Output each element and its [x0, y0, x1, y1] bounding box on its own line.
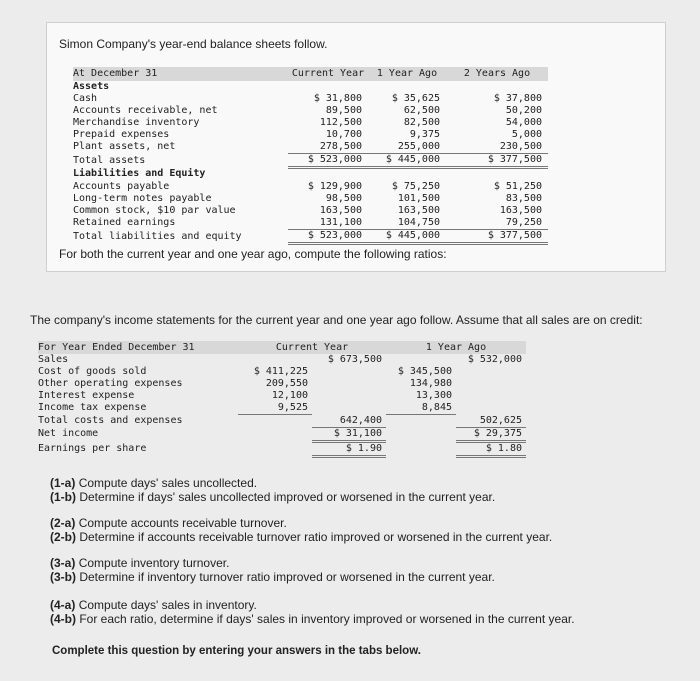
table-row	[73, 93, 548, 105]
balance-sheet-card	[46, 22, 666, 272]
row-label: Retained earnings	[73, 217, 176, 229]
cell: 255,000	[368, 141, 446, 154]
liab-heading: Liabilities and Equity	[73, 168, 206, 180]
cell: 9,525	[238, 402, 312, 415]
ratio-prompt: For both the current year and one year ago, compute the following ratios:	[59, 247, 447, 261]
cell: 502,625	[456, 415, 526, 428]
complete-instruction: Complete this question by entering your answers in the tabs below.	[52, 645, 421, 657]
cell: $ 377,500	[446, 154, 548, 168]
row-label: Cash	[73, 93, 98, 104]
table-header-row	[38, 341, 526, 354]
cell: 163,500	[319, 205, 362, 216]
row-label: Accounts receivable, net	[73, 105, 218, 116]
cell: $ 51,250	[493, 181, 542, 192]
row-label: Interest expense	[38, 390, 135, 401]
table-row	[38, 415, 526, 428]
table-row	[73, 193, 548, 205]
cell: 54,000	[505, 117, 542, 128]
row-label: Income tax expense	[38, 402, 147, 414]
question-text: Compute days' sales in inventory.	[78, 598, 257, 612]
cell: 101,500	[397, 193, 440, 204]
header-2yr: 2 Years Ago	[446, 67, 548, 81]
question-tag: (1-b)	[50, 490, 76, 504]
question-tag: (1-a)	[50, 476, 76, 490]
row-label: Total costs and expenses	[38, 414, 183, 426]
cell: 209,550	[265, 378, 308, 389]
table-row	[73, 217, 548, 230]
table-row	[38, 390, 526, 402]
row-label: Prepaid expenses	[73, 129, 170, 140]
table-row	[73, 105, 548, 117]
cell: $ 345,500	[397, 366, 452, 377]
cell: 131,100	[288, 217, 368, 230]
header-1yr: 1 Year Ago	[368, 67, 446, 81]
table-row	[73, 129, 548, 141]
question-tag: (4-b)	[50, 612, 76, 626]
question-group-1	[50, 476, 495, 504]
cell: 10,700	[325, 129, 362, 140]
cell: 112,500	[319, 117, 362, 128]
header-current: Current Year	[238, 341, 386, 354]
row-label: Cost of goods sold	[38, 366, 147, 377]
section-row	[73, 81, 548, 93]
question-tag: (4-a)	[50, 598, 76, 612]
question-tag: (3-b)	[50, 570, 76, 584]
cell: 163,500	[397, 205, 440, 216]
table-row	[38, 402, 526, 415]
row-label: Merchandise inventory	[73, 117, 200, 128]
cell: $ 523,000	[288, 230, 368, 244]
cell: $ 75,250	[391, 181, 440, 192]
cell: $ 377,500	[446, 230, 548, 244]
question-text: Compute accounts receivable turnover.	[78, 516, 287, 530]
cell: $ 37,800	[493, 93, 542, 104]
cell: $ 411,225	[253, 366, 308, 377]
table-row	[38, 441, 526, 456]
cell: $ 31,100	[312, 427, 386, 441]
table-row	[73, 154, 548, 168]
cell: 230,500	[446, 141, 548, 154]
cell: 163,500	[499, 205, 542, 216]
cell: $ 1.80	[456, 441, 526, 456]
table-row	[73, 205, 548, 217]
question-text: Compute inventory turnover.	[78, 556, 230, 570]
cell: 98,500	[325, 193, 362, 204]
question-text: Compute days' sales uncollected.	[78, 476, 258, 490]
cell: 50,200	[505, 105, 542, 116]
cell: $ 445,000	[368, 230, 446, 244]
cell: 82,500	[403, 117, 440, 128]
row-label: Common stock, $10 par value	[73, 205, 236, 216]
cell: 134,980	[409, 378, 452, 389]
question-text: Determine if accounts receivable turnover ratio improved or worsened in the current year.	[79, 530, 553, 544]
row-label: Total assets	[73, 154, 146, 166]
question-group-4	[50, 598, 575, 626]
income-intro: The company's income statements for the current year and one year ago follow. Assume that all sales are on credit:	[30, 313, 643, 327]
row-label: Other operating expenses	[38, 378, 183, 389]
question-tag: (2-a)	[50, 516, 76, 530]
row-label: Net income	[38, 428, 99, 439]
header-year-ended: For Year Ended December 31	[38, 341, 238, 354]
cell: $ 31,800	[313, 93, 362, 104]
cell: 8,845	[386, 402, 456, 415]
cell: 104,750	[368, 217, 446, 230]
cell: 62,500	[403, 105, 440, 116]
table-row	[73, 117, 548, 129]
balance-sheet-table	[73, 67, 548, 245]
row-label: Sales	[38, 354, 69, 365]
row-label: Plant assets, net	[73, 141, 176, 153]
question-group-3	[50, 556, 495, 584]
income-statement-table	[38, 341, 526, 458]
cell: 278,500	[288, 141, 368, 154]
row-label: Earnings per share	[38, 442, 147, 454]
intro-text: Simon Company's year-end balance sheets follow.	[59, 37, 328, 51]
cell: 89,500	[325, 105, 362, 116]
cell: $ 523,000	[288, 154, 368, 168]
cell: $ 29,375	[456, 427, 526, 441]
question-text: For each ratio, determine if days' sales in inventory improved or worsened in the current year.	[79, 612, 575, 626]
table-row	[38, 378, 526, 390]
table-row	[73, 230, 548, 244]
question-tag: (2-b)	[50, 530, 76, 544]
cell: $ 35,625	[391, 93, 440, 104]
cell: 642,400	[312, 415, 386, 428]
row-label: Long-term notes payable	[73, 193, 212, 204]
cell: $ 1.90	[312, 441, 386, 456]
table-row	[38, 427, 526, 441]
question-tag: (3-a)	[50, 556, 76, 570]
table-row	[73, 181, 548, 193]
table-header-row	[73, 67, 548, 81]
cell: $ 673,500	[327, 354, 382, 365]
question-text: Determine if days' sales uncollected improved or worsened in the current year.	[79, 490, 496, 504]
header-1yr: 1 Year Ago	[386, 341, 526, 354]
cell: $ 532,000	[467, 354, 522, 365]
table-row	[73, 141, 548, 154]
cell: 13,300	[415, 390, 452, 401]
row-label: Accounts payable	[73, 181, 170, 192]
table-row	[38, 354, 526, 366]
row-label: Total liabilities and equity	[73, 230, 242, 242]
cell: 5,000	[511, 129, 542, 140]
cell: $ 445,000	[368, 154, 446, 168]
cell: 79,250	[446, 217, 548, 230]
table-row	[38, 366, 526, 378]
assets-heading: Assets	[73, 81, 110, 92]
question-text: Determine if inventory turnover ratio improved or worsened in the current year.	[79, 570, 495, 584]
cell: $ 129,900	[307, 181, 362, 192]
cell: 12,100	[271, 390, 308, 401]
header-date: At December 31	[73, 67, 288, 81]
question-group-2	[50, 516, 552, 544]
header-current: Current Year	[288, 67, 368, 81]
cell: 9,375	[409, 129, 440, 140]
section-row	[73, 168, 548, 182]
cell: 83,500	[505, 193, 542, 204]
